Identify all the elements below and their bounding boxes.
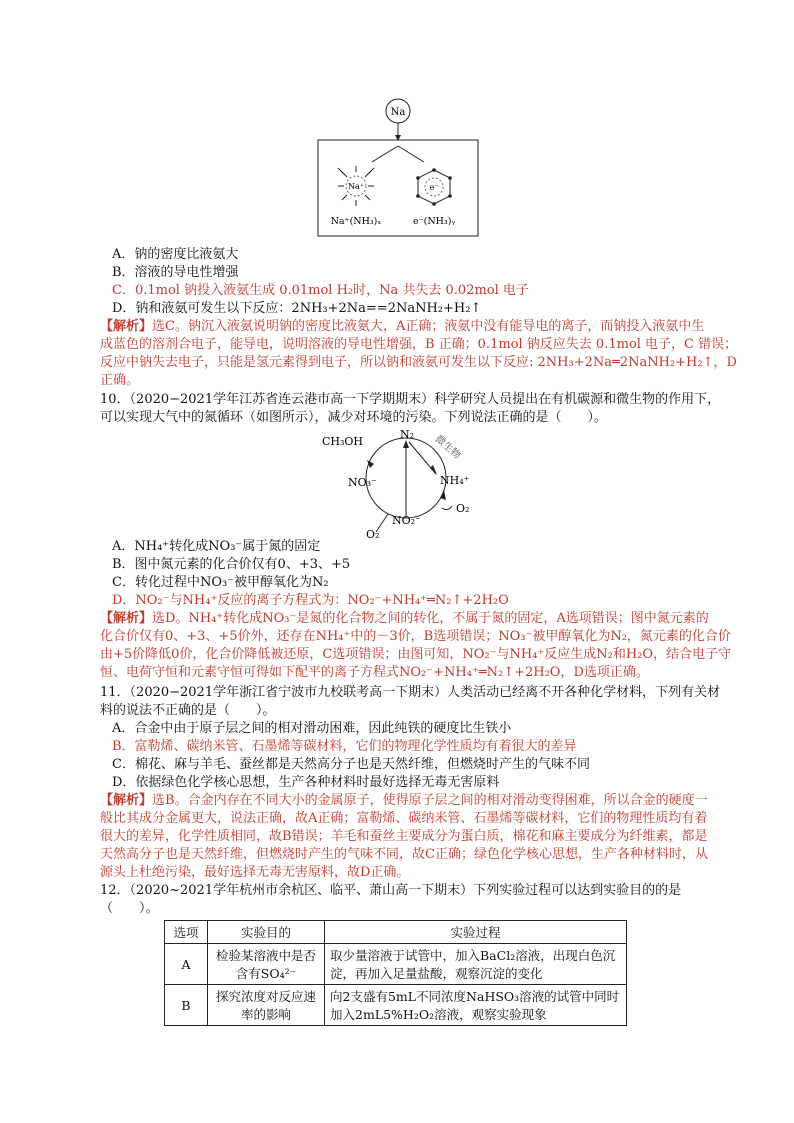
fig-no3: NO₃⁻ <box>348 476 377 489</box>
q11-option-c: C．棉花、麻与羊毛、蚕丝都是天然高分子也是天然纤维，但燃烧时产生的气味不同 <box>112 757 590 772</box>
q9-analysis-line-1: 【解析】选C。钠沉入液氨说明钠的密度比液氨大，A正确；液氨中没有能导电的离子，而钠投入液氨中生 <box>100 319 705 334</box>
q11-analysis-line-4: 天然高分子也是天然纤维，但燃烧时产生的气味不同，故C正确；绿色化学核心思想，生产各种材料时，从 <box>100 847 708 862</box>
q11-option-a: A．合金中由于原子层之间的相对滑动困难，因此纯铁的硬度比生铁小 <box>112 721 512 736</box>
q9-option-c: C．0.1mol 钠投入液氨生成 0.01mol H₂时，Na 共失去 0.02mol 电子 <box>112 283 529 298</box>
fig-na-top-label: Na <box>390 107 406 118</box>
table-header-procedure: 实验过程 <box>325 921 627 944</box>
fig-na-right-label: e⁻(NH₃)ᵧ <box>412 216 456 227</box>
fig-na-left-label: Na⁺(NH₃)ₓ <box>330 216 382 227</box>
q12-stem-line-2: （ ）。 <box>100 901 159 916</box>
table-row <box>165 985 627 1026</box>
q10-analysis-line-2: 化合价仅有0、+3、+5价外，还存在NH₄⁺中的－3价，B选项错误；NO₃⁻被甲醇氧化为N₂，氮元素的化合价 <box>100 629 731 644</box>
fig-microbe: 微生物 <box>432 433 463 462</box>
q10-analysis-line-3: 由+5价降低0价，化合价降低被还原，C选项错误；由图可知，NO₂⁻与NH₄⁺反应生成N₂和H₂O，结合电子守 <box>100 647 732 662</box>
table-cell-procedure: 向2支盛有5mL不同浓度NaHSO₃溶液的试管中同时加入2mL5%H₂O₂溶液，观察实验现象 <box>325 985 627 1026</box>
table-cell-procedure: 取少量溶液于试管中，加入BaCl₂溶液，出现白色沉淀，再加入足量盐酸，观察沉淀的变化 <box>325 944 627 985</box>
table-header-purpose: 实验目的 <box>208 921 325 944</box>
q11-analysis-line-2: 般比其成分金属更大，说法正确，故A正确；富勒烯、碳纳米管、石墨烯等碳材料，它们的物理性质均有着 <box>100 811 708 826</box>
q11-analysis-tag: 【解析】 <box>100 793 153 808</box>
q11-stem-line-1: 11．（2020−2021学年浙江省宁波市九校联考高一下期末）人类活动已经离不开各种化学材料，下列有关材 <box>100 685 721 700</box>
fig-no2: NO₂⁻ <box>392 514 421 527</box>
q9-analysis-line-2: 成蓝色的溶剂合电子，能导电，说明溶液的导电性增强，B 正确；0.1mol 钠反应失去 0.1mol 电子，C 错误； <box>100 337 738 352</box>
sodium-ammonia-figure <box>316 96 480 240</box>
q10-analysis-line-1: 【解析】选D。NH₄⁺转化成NO₃⁻是氮的化合物之间的转化，不属于氮的固定，A选项错误；图中氮元素的 <box>100 611 709 626</box>
q11-analysis-line-5: 源头上杜绝污染，最好选择无毒无害原料，故D正确。 <box>100 865 410 880</box>
q11-analysis-line-3: 很大的差异，化学性质相同，故B错误；羊毛和蚕丝主要成分为蛋白质，棉花和麻主要成分为纤维素，都是 <box>100 829 708 844</box>
q9-analysis-tag: 【解析】 <box>100 319 153 334</box>
q9-analysis-line-4: 正确。 <box>100 373 140 388</box>
nitrogen-cycle-figure <box>318 428 478 540</box>
q10-analysis-line-4: 恒、电荷守恒和元素守恒可得如下配平的离子方程式NO₂⁻+NH₄⁺═N₂↑+2H₂O，D选项正确。 <box>100 665 649 680</box>
q10-analysis-tag: 【解析】 <box>100 611 153 626</box>
q10-option-d: D．NO₂⁻与NH₄⁺反应的离子方程式为：NO₂⁻+NH₄⁺═N₂↑+2H₂O <box>112 593 509 608</box>
q11-stem-line-2: 料的说法不正确的是（ ）。 <box>100 703 276 718</box>
table-cell-purpose: 检验某溶液中是否含有SO₄²⁻ <box>208 944 325 985</box>
experiment-table <box>164 920 627 1026</box>
table-header-row <box>165 921 627 944</box>
table-cell-option: A <box>165 944 208 985</box>
fig-na-right-ion: e⁻ <box>429 183 439 192</box>
q11-option-b: B．富勒烯、碳纳米管、石墨烯等碳材料，它们的物理化学性质均有着很大的差异 <box>112 739 577 754</box>
q10-option-c: C．转化过程中NO₃⁻被甲醇氧化为N₂ <box>112 575 329 590</box>
q11-option-d: D．依据绿色化学核心思想，生产各种材料时最好选择无毒无害原料 <box>112 775 500 790</box>
table-cell-purpose: 探究浓度对反应速率的影响 <box>208 985 325 1026</box>
q10-option-b: B．图中氮元素的化合价仅有0、+3、+5 <box>112 557 351 572</box>
fig-nh4: NH₄⁺ <box>440 474 470 487</box>
fig-o2-bottom: O₂ <box>366 528 380 540</box>
table-header-option: 选项 <box>165 921 208 944</box>
fig-o2-right: O₂ <box>456 502 470 515</box>
q9-analysis-line-3: 反应中钠失去电子，只能是氢元素得到电子，所以钠和液氨可发生以下反应: 2NH₃+2Na═2NaNH₂+H₂↑，D <box>100 355 737 370</box>
table-cell-option: B <box>165 985 208 1026</box>
q10-stem-line-1: 10．（2020−2021学年江苏省连云港市高一下学期期末）科学研究人员提出在有机碳源和微生物的作用下， <box>100 392 721 407</box>
table-row <box>165 944 627 985</box>
q12-stem-line-1: 12．（2020~2021学年杭州市余杭区、临平、萧山高一下期末）下列实验过程可以达到实验目的的是 <box>100 883 682 898</box>
fig-n2: N₂ <box>400 428 415 441</box>
q11-analysis-line-1: 【解析】选B。合金内存在不同大小的金属原子，使得原子层之间的相对滑动变得困难，所以合金的硬度一 <box>100 793 708 808</box>
q9-option-d: D．钠和液氨可发生以下反应：2NH₃+2Na==2NaNH₂+H₂↑ <box>112 301 482 316</box>
fig-ch3oh: CH₃OH <box>322 435 364 448</box>
q9-option-a: A．钠的密度比液氨大 <box>112 247 239 262</box>
fig-na-left-ion: Na⁺ <box>348 182 364 191</box>
q10-option-a: A．NH₄⁺转化成NO₃⁻属于氮的固定 <box>112 539 321 554</box>
q9-option-b: B．溶液的导电性增强 <box>112 265 239 280</box>
q10-stem-line-2: 可以实现大气中的氮循环（如图所示），减少对环境的污染。下列说法正确的是（ ）。 <box>100 410 608 425</box>
